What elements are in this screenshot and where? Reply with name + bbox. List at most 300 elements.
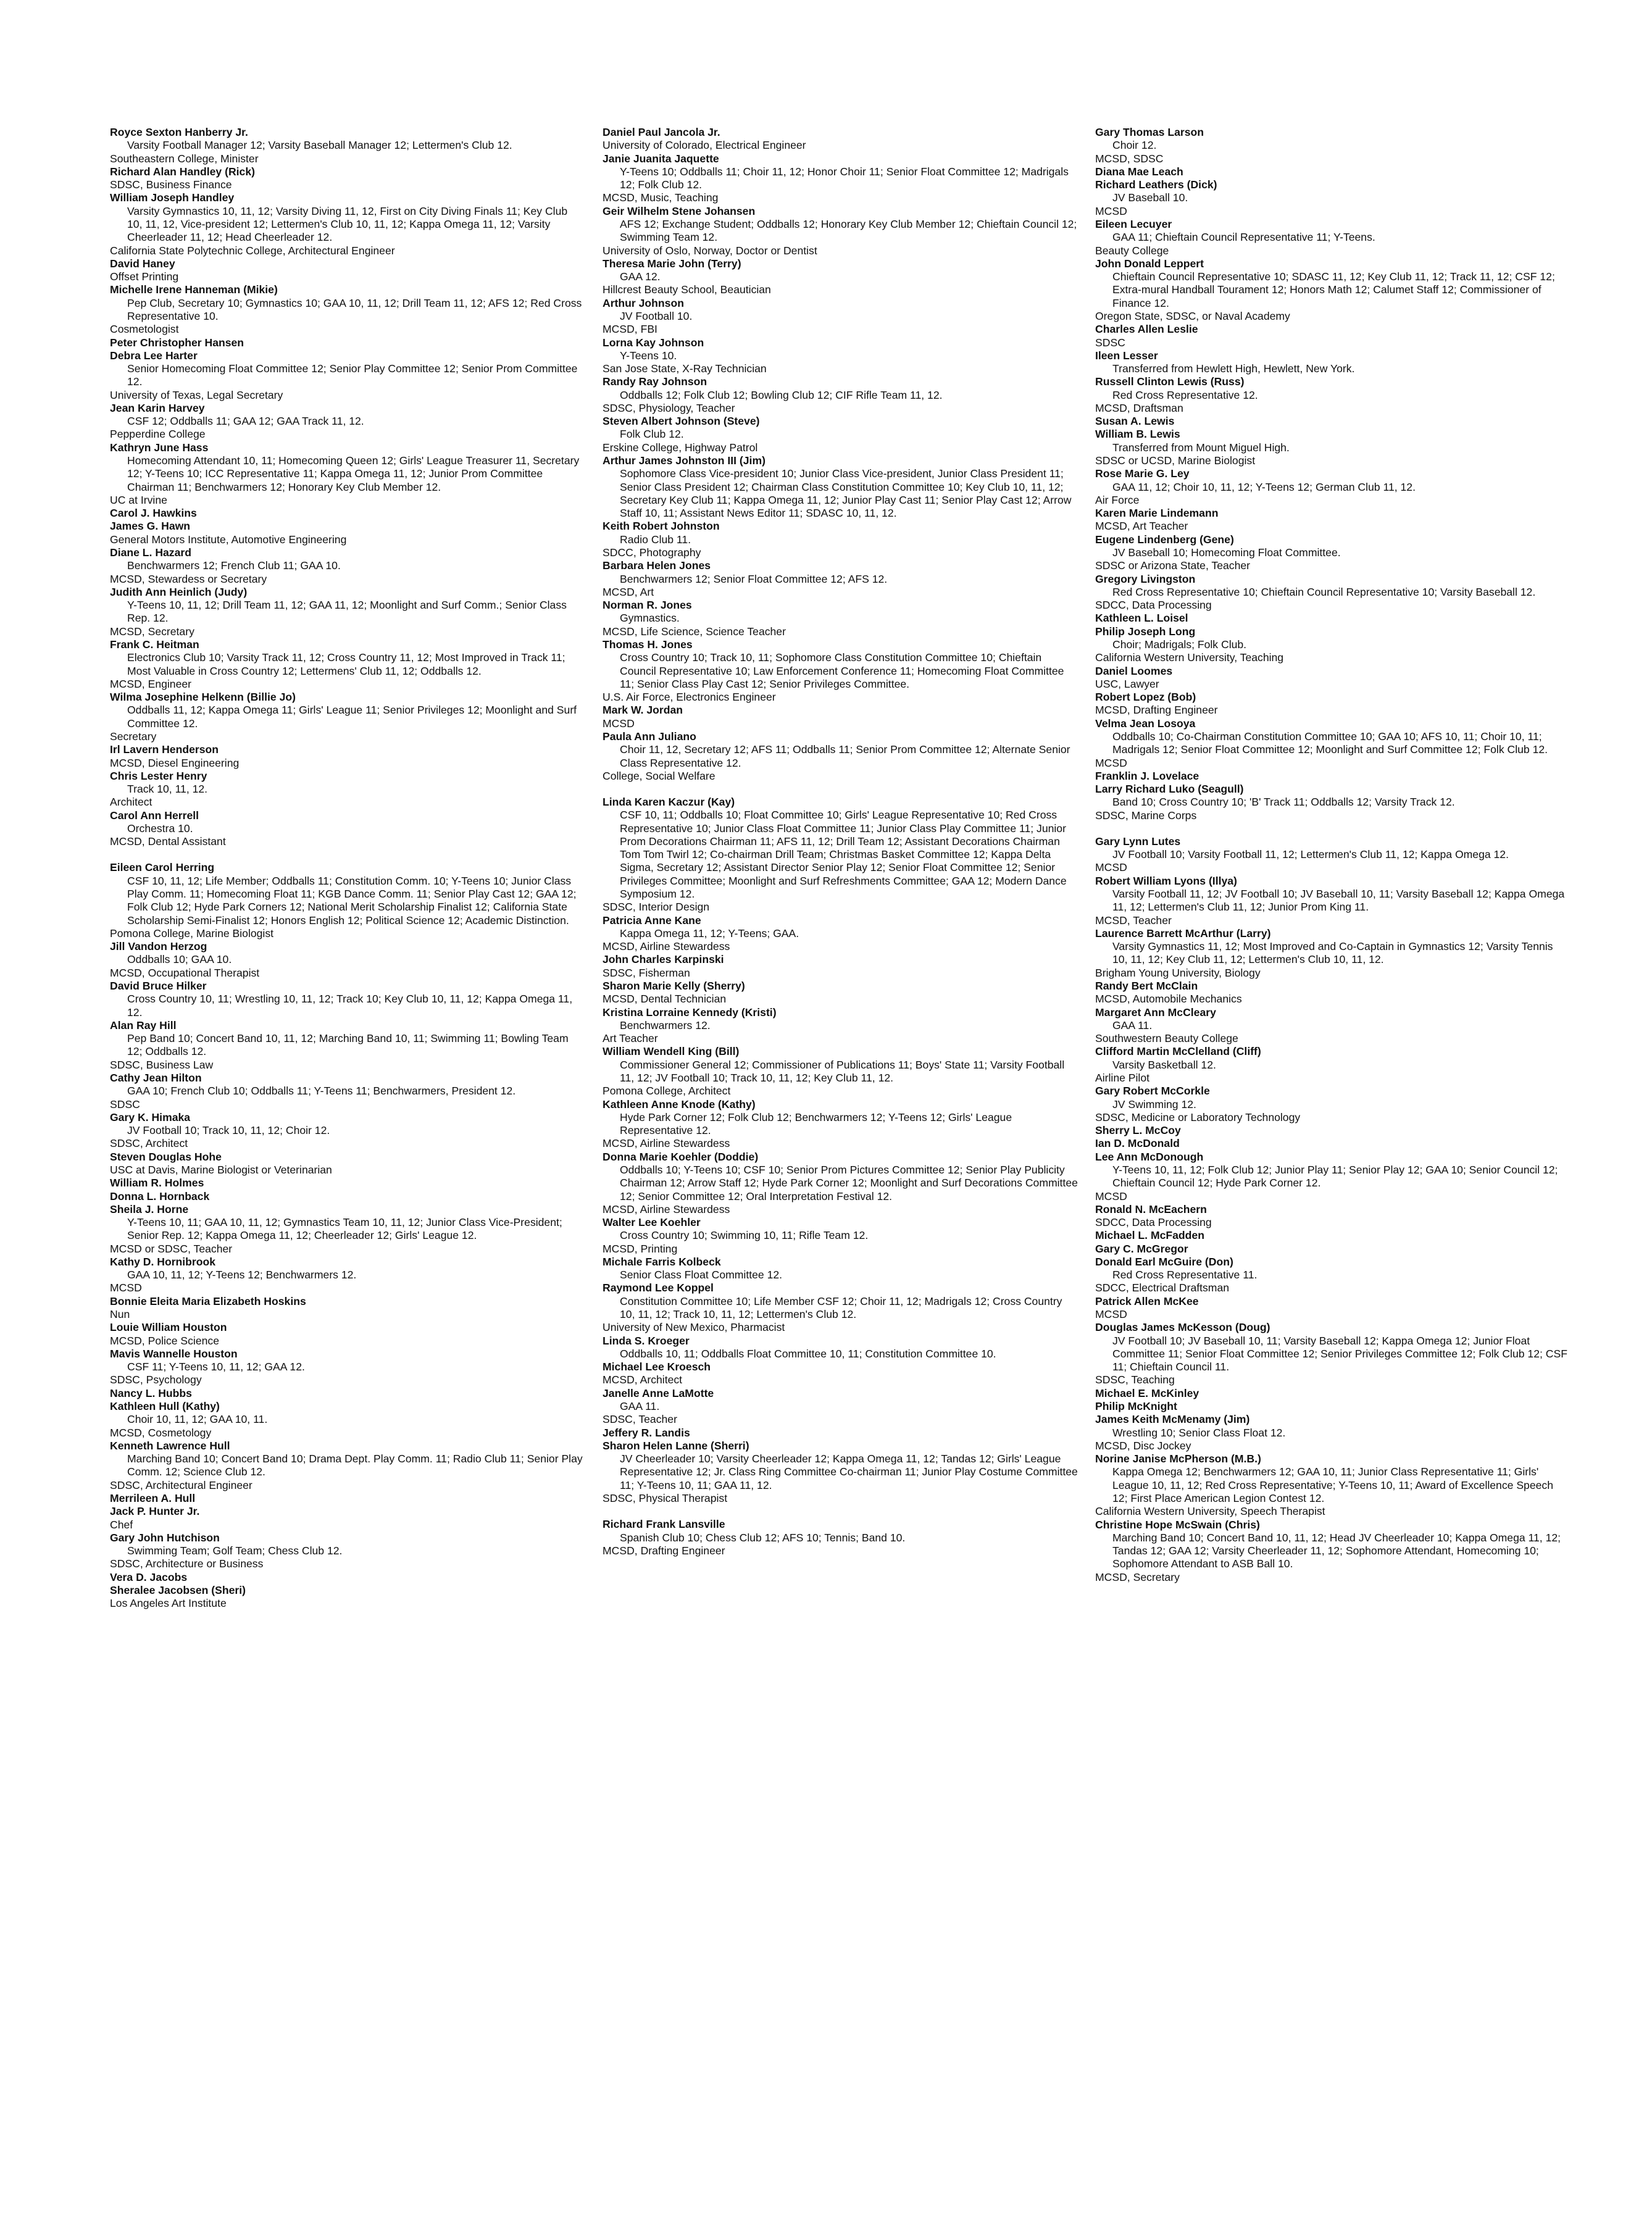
student-activities: Transferred from Mount Miguel High. [1112, 441, 1290, 454]
student-future-plans: MCSD, Printing [603, 1242, 678, 1255]
student-name: William Wendell King (Bill) [603, 1045, 740, 1058]
student-activities: Band 10; Cross Country 10; 'B' Track 11; Oddballs 12; Varsity Track 12. [1112, 796, 1455, 809]
student-name: Franklin J. Lovelace [1095, 769, 1199, 782]
student-future-plans: MCSD, Architect [603, 1373, 683, 1386]
senior-entry [603, 205, 1078, 257]
senior-entry [603, 520, 1078, 559]
student-name: Ileen Lesser [1095, 349, 1158, 362]
student-activities: JV Baseball 10. [1112, 191, 1188, 204]
senior-entry [1095, 1452, 1571, 1518]
student-name: David Haney [110, 257, 175, 270]
student-future-plans: MCSD, Airline Stewardess [603, 940, 730, 953]
student-name: Alan Ray Hill [110, 1019, 177, 1031]
student-name: Chris Lester Henry [110, 769, 207, 782]
senior-entry [1095, 1203, 1571, 1230]
senior-entry [110, 191, 585, 257]
student-activities: Varsity Football 11, 12; JV Football 10; JV Baseball 10, 11; Varsity Baseball 12; Kappa Omega 11, 12; Lettermen's Club 11, 12; Junior Prom King 11. [1112, 888, 1565, 914]
student-future-plans: SDSC [1095, 336, 1125, 349]
student-name: Susan A. Lewis [1095, 415, 1175, 428]
student-activities: Red Cross Representative 11. [1112, 1269, 1258, 1282]
student-activities: Chieftain Council Representative 10; SDASC 11, 12; Key Club 11, 12; Track 11, 12; CSF 12; Extra-mural Handball Tourament 12; Honors Math 12; Calumet Staff 12; Commissioner of Finance 12. [1112, 270, 1555, 309]
senior-entry [110, 257, 585, 284]
senior-entry [1095, 1006, 1571, 1046]
student-future-plans: U.S. Air Force, Electronics Engineer [603, 691, 776, 704]
student-future-plans: SDSC, Business Law [110, 1058, 214, 1071]
senior-entry [110, 691, 585, 743]
student-activities: Orchestra 10. [127, 822, 193, 835]
student-name: Royce Sexton Hanberry Jr. [110, 126, 248, 138]
student-future-plans: Beauty College [1095, 244, 1169, 257]
senior-entry [1095, 1321, 1571, 1386]
senior-entry [603, 126, 1078, 152]
student-future-plans: MCSD, Engineer [110, 677, 192, 690]
senior-entry [603, 1098, 1078, 1151]
student-future-plans: SDSC, Business Finance [110, 178, 232, 191]
student-future-plans: MCSD, Dental Assistant [110, 835, 226, 848]
student-activities: JV Football 10; Varsity Football 11, 12; Lettermen's Club 11, 12; Kappa Omega 12. [1112, 848, 1509, 861]
student-name: Irl Lavern Henderson [110, 743, 219, 756]
student-name: Raymond Lee Koppel [603, 1282, 714, 1294]
student-name: Richard Leathers (Dick) [1095, 178, 1217, 191]
student-name: Kathleen L. Loisel [1095, 612, 1188, 625]
student-name: Randy Ray Johnson [603, 375, 707, 388]
student-name: Eileen Carol Herring [110, 861, 215, 874]
student-activities: Kappa Omega 12; Benchwarmers 12; GAA 10, 11; Junior Class Representative 11; Girls' League 10, 11, 12; Red Cross Representative; Y-Teens 10, 11; Award of Excellence Speech 12; First Place American Legion Contest 12. [1112, 1465, 1553, 1504]
student-activities: Choir 10, 11, 12; GAA 10, 11. [127, 1413, 268, 1426]
student-name: Keith Robert Johnston [603, 520, 720, 533]
student-name: Philip McKnight [1095, 1400, 1177, 1412]
student-activities: Pep Club, Secretary 10; Gymnastics 10; GAA 10, 11, 12; Drill Team 11, 12; AFS 12; Red Cross Representative 10. [127, 296, 582, 322]
senior-entry [1095, 875, 1571, 927]
senior-entry [1095, 1137, 1571, 1150]
senior-entry [1095, 770, 1571, 783]
student-future-plans: MCSD, Automobile Mechanics [1095, 993, 1242, 1006]
senior-entry [603, 1006, 1078, 1046]
student-activities: GAA 10, 11, 12; Y-Teens 12; Benchwarmers 12. [127, 1269, 357, 1282]
senior-entry [110, 126, 585, 165]
student-future-plans: Secretary [110, 730, 157, 743]
senior-entry [110, 861, 585, 940]
student-future-plans: MCSD, Dental Technician [603, 993, 727, 1006]
student-activities: Gymnastics. [620, 612, 680, 625]
student-future-plans: MCSD, Secretary [1095, 1570, 1180, 1583]
senior-entry [110, 1584, 585, 1611]
student-name: Carol Ann Herrell [110, 809, 199, 822]
student-activities: Marching Band 10; Concert Band 10; Drama Dept. Play Comm. 11; Radio Club 11; Senior Play Comm. 12; Science Club 12. [127, 1452, 583, 1478]
senior-entry [603, 1518, 1078, 1557]
student-future-plans: MCSD [1095, 756, 1127, 769]
student-activities: Swimming Team; Golf Team; Chess Club 12. [127, 1544, 343, 1557]
senior-entry [1095, 1151, 1571, 1203]
senior-entry [603, 1151, 1078, 1216]
student-future-plans: SDSC, Psychology [110, 1373, 202, 1386]
student-future-plans: MCSD, Police Science [110, 1334, 219, 1347]
senior-entry [110, 638, 585, 691]
student-future-plans: SDSC, Marine Corps [1095, 809, 1197, 822]
senior-entry [1095, 573, 1571, 612]
senior-entry [110, 1492, 585, 1505]
student-name: Wilma Josephine Helkenn (Billie Jo) [110, 691, 296, 704]
student-activities: Kappa Omega 11, 12; Y-Teens; GAA. [620, 927, 799, 940]
student-name: Gregory Livingston [1095, 572, 1196, 585]
student-future-plans: Airline Pilot [1095, 1071, 1150, 1084]
senior-entry [603, 730, 1078, 783]
senior-entry [110, 349, 585, 402]
student-future-plans: SDSC, Physical Therapist [603, 1491, 728, 1504]
student-activities: Commissioner General 12; Commissioner of Publications 11; Boys' State 11; Varsity Football 11, 12; JV Football 10; Track 10, 11, 12; Key Club 11, 12. [620, 1058, 1065, 1084]
student-activities: Cross Country 10; Track 10, 11; Sophomore Class Constitution Committee 10; Chieftain Council Representative 10; Law Enforcement Conference 11; Homecoming Float Committee 11; Senior Class Play Cast 12; Senior Privileges Committee. [620, 651, 1064, 690]
senior-entry [1095, 665, 1571, 691]
student-name: Daniel Loomes [1095, 664, 1173, 677]
student-activities: Y-Teens 10, 11; GAA 10, 11, 12; Gymnastics Team 10, 11, 12; Junior Class Vice-President; Senior Rep. 12; Kappa Omega 11, 12; Cheerleader 12; Girls' League 12. [127, 1216, 562, 1242]
senior-entry [110, 1571, 585, 1584]
student-name: Bonnie Eleita Maria Elizabeth Hoskins [110, 1294, 306, 1307]
student-name: Louie William Houston [110, 1321, 227, 1334]
senior-entry [1095, 507, 1571, 533]
student-activities: Varsity Football Manager 12; Varsity Baseball Manager 12; Lettermen's Club 12. [127, 139, 512, 152]
senior-entry [110, 1321, 585, 1348]
student-name: Kathy D. Hornibrook [110, 1255, 216, 1268]
student-name: Robert William Lyons (Illya) [1095, 874, 1237, 887]
student-name: Lorna Kay Johnson [603, 336, 704, 349]
student-activities: Benchwarmers 12; Senior Float Committee 12; AFS 12. [620, 572, 888, 585]
student-future-plans: San Jose State, X-Ray Technician [603, 362, 767, 375]
student-name: Walter Lee Koehler [603, 1216, 701, 1229]
student-name: Arthur Johnson [603, 296, 684, 309]
senior-entry [603, 559, 1078, 599]
student-activities: Benchwarmers 12; French Club 11; GAA 10. [127, 559, 341, 572]
student-activities: AFS 12; Exchange Student; Oddballs 12; Honorary Key Club Member 12; Chieftain Council 12; Swimming Team 12. [620, 217, 1077, 244]
student-future-plans: Southeastern College, Minister [110, 152, 259, 165]
senior-entry [110, 1348, 585, 1387]
student-future-plans: Pepperdine College [110, 428, 206, 441]
student-future-plans: SDSC, Teacher [603, 1413, 677, 1426]
student-activities: Senior Class Float Committee 12. [620, 1269, 783, 1282]
student-future-plans: SDCC, Data Processing [1095, 599, 1212, 612]
senior-entry [1095, 165, 1571, 178]
student-activities: Y-Teens 10. [620, 349, 677, 362]
student-name: Jack P. Hunter Jr. [110, 1505, 200, 1518]
student-activities: Senior Homecoming Float Committee 12; Senior Play Committee 12; Senior Prom Committee 12. [127, 362, 578, 388]
senior-entry [1095, 625, 1571, 665]
student-activities: Red Cross Representative 10; Chieftain Council Representative 10; Varsity Baseball 12. [1112, 585, 1536, 598]
student-activities: Radio Club 11. [620, 533, 691, 546]
senior-entry [110, 402, 585, 441]
student-name: Sharon Helen Lanne (Sherri) [603, 1439, 749, 1452]
senior-entry [110, 1019, 585, 1072]
senior-entry [110, 586, 585, 638]
student-name: Laurence Barrett McArthur (Larry) [1095, 927, 1271, 940]
student-name: Eugene Lindenberg (Gene) [1095, 533, 1234, 546]
senior-entry [603, 980, 1078, 1006]
student-future-plans: Pomona College, Marine Biologist [110, 927, 274, 940]
senior-entry [1095, 375, 1571, 415]
student-name: Kathleen Hull (Kathy) [110, 1400, 220, 1412]
student-future-plans: Pomona College, Architect [603, 1085, 731, 1098]
senior-entry [1095, 533, 1571, 573]
student-activities: GAA 10; French Club 10; Oddballs 11; Y-Teens 11; Benchwarmers, President 12. [127, 1085, 516, 1098]
column-1 [110, 126, 585, 1611]
student-future-plans: SDSC, Teaching [1095, 1373, 1175, 1386]
senior-entry [1095, 1400, 1571, 1413]
student-name: William Joseph Handley [110, 191, 235, 204]
senior-entry [603, 953, 1078, 980]
senior-entry [1095, 126, 1571, 165]
student-name: Gary K. Himaka [110, 1111, 191, 1123]
student-activities: GAA 11, 12; Choir 10, 11, 12; Y-Teens 12; German Club 11, 12. [1112, 480, 1416, 493]
student-future-plans: MCSD, SDSC [1095, 152, 1164, 165]
student-activities: JV Football 10; JV Baseball 10, 11; Varsity Baseball 12; Kappa Omega 12; Junior Float Committee 11; Senior Float Committee 12; Senior Privileges Committee 12; Folk Club 12; CSF 11; Chieftain Council 11. [1112, 1334, 1567, 1373]
senior-entry [603, 638, 1078, 704]
student-name: Lee Ann McDonough [1095, 1150, 1204, 1163]
senior-entry [1095, 1085, 1571, 1124]
student-future-plans: MCSD, Secretary [110, 625, 194, 638]
student-name: Donna Marie Koehler (Doddie) [603, 1150, 759, 1163]
student-activities: Red Cross Representative 12. [1112, 388, 1258, 401]
student-future-plans: MCSD, Airline Stewardess [603, 1137, 730, 1150]
senior-entry [603, 415, 1078, 454]
senior-entry [1095, 415, 1571, 428]
student-future-plans: MCSD [1095, 1308, 1127, 1321]
student-name: Velma Jean Losoya [1095, 717, 1196, 730]
student-name: Debra Lee Harter [110, 349, 198, 362]
senior-entry [1095, 178, 1571, 218]
student-name: Gary Thomas Larson [1095, 126, 1204, 138]
student-name: Theresa Marie John (Terry) [603, 257, 741, 270]
senior-entry [110, 1295, 585, 1322]
student-name: Mavis Wannelle Houston [110, 1347, 238, 1360]
student-future-plans: MCSD, Cosmetology [110, 1426, 212, 1439]
student-name: Gary John Hutchison [110, 1531, 220, 1544]
student-name: Karen Marie Lindemann [1095, 507, 1219, 520]
student-name: Michelle Irene Hanneman (Mikie) [110, 283, 278, 296]
student-name: Linda Karen Kaczur (Kay) [603, 796, 735, 809]
student-name: Carol J. Hawkins [110, 507, 197, 520]
senior-entry [603, 375, 1078, 415]
student-name: Donald Earl McGuire (Don) [1095, 1255, 1233, 1268]
student-name: Richard Alan Handley (Rick) [110, 165, 255, 178]
student-future-plans: MCSD [1095, 861, 1127, 874]
student-future-plans: Cosmetologist [110, 323, 179, 336]
senior-entry [110, 809, 585, 849]
student-name: Clifford Martin McClelland (Cliff) [1095, 1045, 1261, 1058]
senior-entry [603, 1256, 1078, 1282]
student-name: Linda S. Kroeger [603, 1334, 690, 1347]
student-activities: GAA 11. [1112, 1019, 1153, 1031]
student-name: Patrick Allen McKee [1095, 1294, 1199, 1307]
student-future-plans: SDSC or Arizona State, Teacher [1095, 559, 1251, 572]
senior-entry [1095, 467, 1571, 507]
student-future-plans: MCSD [603, 717, 635, 730]
student-activities: GAA 12. [620, 270, 661, 283]
student-activities: Benchwarmers 12. [620, 1019, 711, 1031]
senior-entry [110, 1387, 585, 1400]
student-name: Philip Joseph Long [1095, 625, 1196, 638]
senior-entry [110, 165, 585, 192]
senior-entry [110, 507, 585, 520]
senior-entry [1095, 980, 1571, 1006]
senior-entry [110, 770, 585, 809]
student-name: Mark W. Jordan [603, 704, 683, 717]
senior-entry [110, 743, 585, 770]
student-future-plans: SDSC, Architecture or Business [110, 1557, 264, 1570]
student-activities: Oddballs 10; Co-Chairman Constitution Committee 10; GAA 10; AFS 10, 11; Choir 10, 11; Madrigals 12; Senior Float Committee 12; Moonlight and Surf Committee 12; Folk Club 12. [1112, 730, 1548, 756]
student-future-plans: Architect [110, 796, 152, 809]
student-future-plans: Art Teacher [603, 1032, 658, 1045]
senior-entry [603, 336, 1078, 376]
senior-entry [110, 1440, 585, 1492]
student-name: Nancy L. Hubbs [110, 1386, 192, 1399]
student-future-plans: Air Force [1095, 493, 1140, 506]
student-name: Steven Albert Johnson (Steve) [603, 415, 760, 428]
senior-entry [1095, 717, 1571, 770]
student-future-plans: MCSD [1095, 1190, 1127, 1202]
student-name: Michael L. McFadden [1095, 1229, 1204, 1242]
student-name: Steven Douglas Hohe [110, 1150, 222, 1163]
student-future-plans: SDCC, Data Processing [1095, 1216, 1212, 1229]
student-activities: Choir 11, 12, Secretary 12; AFS 11; Oddballs 11; Senior Prom Committee 12; Alternate Senior Class Representative 12. [620, 743, 1070, 769]
student-name: Russell Clinton Lewis (Russ) [1095, 375, 1245, 388]
student-activities: Oddballs 10, 11; Oddballs Float Committee 10, 11; Constitution Committee 10. [620, 1347, 996, 1360]
student-future-plans: MCSD, FBI [603, 323, 657, 336]
student-name: Merrileen A. Hull [110, 1491, 196, 1504]
student-activities: Varsity Gymnastics 11, 12; Most Improved and Co-Captain in Gymnastics 12; Varsity Tennis 10, 11, 12; Key Club 11, 12; Lettermen's Club 10, 11, 12. [1112, 940, 1553, 966]
student-future-plans: MCSD, Life Science, Science Teacher [603, 625, 786, 638]
student-name: John Charles Karpinski [603, 953, 724, 966]
student-name: Norman R. Jones [603, 599, 692, 612]
student-name: Eileen Lecuyer [1095, 217, 1172, 230]
student-future-plans: MCSD, Stewardess or Secretary [110, 572, 267, 585]
student-name: Gary Robert McCorkle [1095, 1085, 1210, 1098]
senior-entry [603, 1440, 1078, 1505]
student-activities: Electronics Club 10; Varsity Track 11, 12; Cross Country 11, 12; Most Improved in Track 11; Most Valuable in Cross Country 12; Lettermens' Club 11, 12; Oddballs 12. [127, 651, 565, 677]
student-future-plans: University of Texas, Legal Secretary [110, 388, 283, 401]
student-name: Sharon Marie Kelly (Sherry) [603, 980, 745, 992]
student-future-plans: California Western University, Speech Therapist [1095, 1505, 1325, 1518]
senior-entry [1095, 323, 1571, 349]
student-future-plans: Oregon State, SDSC, or Naval Academy [1095, 309, 1290, 322]
student-name: William R. Holmes [110, 1177, 204, 1190]
senior-entry [110, 1203, 585, 1256]
senior-entry [110, 1532, 585, 1571]
student-activities: Sophomore Class Vice-president 10; Junior Class Vice-president, Junior Class President 11; Senior Class President 12; Chairman Class Constitution Committee 10; Key Club 10, 11, 12; Secretary Key Club 11; Kappa Omega 11, 12; Junior Play Cast 11; Senior Play Cast 12; Arrow Staff 10, 11; Assistant News Editor 11; SDASC 10, 11, 12. [620, 467, 1072, 520]
student-future-plans: Los Angeles Art Institute [110, 1597, 227, 1610]
senior-entry [603, 1361, 1078, 1387]
student-activities: CSF 11; Y-Teens 10, 11, 12; GAA 12. [127, 1361, 305, 1373]
senior-entry [110, 1505, 585, 1532]
student-activities: Varsity Basketball 12. [1112, 1058, 1216, 1071]
student-activities: JV Swimming 12. [1112, 1098, 1196, 1111]
senior-entry [1095, 1045, 1571, 1085]
student-activities: JV Football 10. [620, 309, 693, 322]
student-activities: Hyde Park Corner 12; Folk Club 12; Benchwarmers 12; Y-Teens 12; Girls' League Representative 12. [620, 1111, 1012, 1137]
student-future-plans: University of Colorado, Electrical Engineer [603, 139, 806, 152]
student-future-plans: MCSD, Occupational Therapist [110, 966, 260, 979]
student-future-plans: SDSC, Interior Design [603, 901, 710, 914]
student-name: James G. Hawn [110, 520, 191, 533]
student-name: Sheralee Jacobsen (Sheri) [110, 1583, 246, 1596]
student-future-plans: Nun [110, 1308, 130, 1321]
student-name: Diane L. Hazard [110, 546, 191, 559]
student-activities: Oddballs 11, 12; Kappa Omega 11; Girls' League 11; Senior Privileges 12; Moonlight and Surf Committee 12. [127, 704, 577, 730]
student-future-plans: MCSD [110, 1282, 142, 1294]
senior-entry [603, 914, 1078, 954]
student-name: James Keith McMenamy (Jim) [1095, 1413, 1250, 1426]
student-future-plans: Southwestern Beauty College [1095, 1032, 1238, 1045]
senior-entry [110, 1177, 585, 1190]
senior-entry [603, 1387, 1078, 1427]
student-name: Jean Karin Harvey [110, 401, 205, 414]
student-future-plans: Brigham Young University, Biology [1095, 966, 1261, 979]
senior-entry [110, 283, 585, 336]
student-name: Douglas James McKesson (Doug) [1095, 1321, 1270, 1334]
student-future-plans: MCSD, Disc Jockey [1095, 1439, 1191, 1452]
student-name: Janie Juanita Jaquette [603, 152, 719, 165]
senior-entry [603, 704, 1078, 730]
student-name: Kenneth Lawrence Hull [110, 1439, 230, 1452]
student-name: Cathy Jean Hilton [110, 1071, 202, 1084]
student-name: William B. Lewis [1095, 428, 1180, 441]
student-future-plans: University of Oslo, Norway, Doctor or Dentist [603, 244, 817, 257]
student-activities: Varsity Gymnastics 10, 11, 12; Varsity Diving 11, 12, First on City Diving Finals 11; Key Club 10, 11, 12, Vice-president 12; Lettermen's Club 10, 11, 12; Kappa Omega 11, 12; Varsity Cheerleader 11, 12; Head Cheerleader 12. [127, 204, 568, 244]
student-name: Larry Richard Luko (Seagull) [1095, 783, 1244, 796]
student-name: Kathleen Anne Knode (Kathy) [603, 1098, 756, 1111]
student-activities: CSF 10, 11, 12; Life Member; Oddballs 11; Constitution Comm. 10; Y-Teens 10; Junior Class Play Comm. 11; Homecoming Float 11; KGB Dance Comm. 11; Senior Play Cast 12; GAA 12; Folk Club 12; Hyde Park Corners 12; National Merit Scholarship Finalist 12; California State Scholarship Semi-Finalist 12; Honors English 12; Political Science 12; Academic Distinction. [127, 874, 577, 927]
student-future-plans: General Motors Institute, Automotive Engineering [110, 533, 347, 546]
student-activities: Homecoming Attendant 10, 11; Homecoming Queen 12; Girls' League Treasurer 11, Secretary 12; Y-Teens 10; ICC Representative 11; Kappa Omega 11, 12; Junior Prom Committee Chairman 11; Benchwarmers 12; Honorary Key Club Member 12. [127, 454, 580, 493]
column-3 [1095, 126, 1571, 1584]
student-activities: Y-Teens 10; Oddballs 11; Choir 11, 12; Honor Choir 11; Senior Float Committee 12; Madrigals 12; Folk Club 12. [620, 165, 1069, 191]
senior-entry [1095, 1243, 1571, 1256]
student-activities: JV Baseball 10; Homecoming Float Committee. [1112, 546, 1341, 559]
student-future-plans: MCSD, Teacher [1095, 914, 1172, 927]
student-name: Gary Lynn Lutes [1095, 835, 1181, 848]
student-future-plans: SDCC, Photography [603, 546, 701, 559]
student-future-plans: MCSD [1095, 204, 1127, 217]
senior-entry [1095, 1124, 1571, 1137]
student-activities: Pep Band 10; Concert Band 10, 11, 12; Marching Band 10, 11; Swimming 11; Bowling Team 12; Oddballs 12. [127, 1032, 569, 1058]
senior-entry [110, 441, 585, 507]
student-name: Vera D. Jacobs [110, 1570, 188, 1583]
senior-entry [1095, 218, 1571, 257]
student-name: Christine Hope McSwain (Chris) [1095, 1518, 1260, 1531]
student-activities: Transferred from Hewlett High, Hewlett, New York. [1112, 362, 1355, 375]
student-name: Kathryn June Hass [110, 441, 209, 454]
senior-entry [603, 257, 1078, 297]
student-activities: Oddballs 12; Folk Club 12; Bowling Club 12; CIF Rifle Team 11, 12. [620, 388, 943, 401]
student-name: Michael Lee Kroesch [603, 1361, 711, 1373]
student-activities: JV Cheerleader 10; Varsity Cheerleader 12; Kappa Omega 11, 12; Tandas 12; Girls' League Representative 12; Jr. Class Ring Committee Co-chairman 11; Junior Play Costume Committee 11; Y-Teens 10, 11; GAA 11, 12. [620, 1452, 1078, 1491]
student-future-plans: USC at Davis, Marine Biologist or Veterinarian [110, 1163, 332, 1176]
student-name: David Bruce Hilker [110, 980, 207, 992]
student-future-plans: SDSC or UCSD, Marine Biologist [1095, 454, 1256, 467]
senior-entry [110, 1151, 585, 1177]
student-activities: Constitution Committee 10; Life Member CSF 12; Choir 11, 12; Madrigals 12; Cross Country 10, 11, 12; Track 10, 11, 12; Lettermen's Club 12. [620, 1294, 1062, 1321]
senior-entry [110, 1400, 585, 1440]
student-activities: GAA 11; Chieftain Council Representative 11; Y-Teens. [1112, 231, 1375, 244]
student-activities: Oddballs 10; Y-Teens 10; CSF 10; Senior Prom Pictures Committee 12; Senior Play Publicity Chairman 12; Arrow Staff 12; Hyde Park Corner 12; Moonlight and Surf Decorations Committee 12; Senior Committee 12; Oral Interpretation Festival 12. [620, 1163, 1078, 1202]
student-future-plans: SDSC, Physiology, Teacher [603, 401, 735, 414]
student-name: Ronald N. McEachern [1095, 1202, 1207, 1215]
senior-entry [603, 297, 1078, 336]
student-activities: Y-Teens 10, 11, 12; Folk Club 12; Junior Play 11; Senior Play 12; GAA 10; Senior Council 12; Chieftain Council 12; Hyde Park Corner 12. [1112, 1163, 1558, 1190]
student-name: Margaret Ann McCleary [1095, 1006, 1216, 1019]
student-activities: Y-Teens 10, 11, 12; Drill Team 11, 12; GAA 11, 12; Moonlight and Surf Comm.; Senior Class Rep. 12. [127, 599, 567, 625]
student-future-plans: USC, Lawyer [1095, 677, 1159, 690]
student-name: Diana Mae Leach [1095, 165, 1183, 178]
senior-entry [603, 1045, 1078, 1098]
senior-entry [603, 599, 1078, 638]
